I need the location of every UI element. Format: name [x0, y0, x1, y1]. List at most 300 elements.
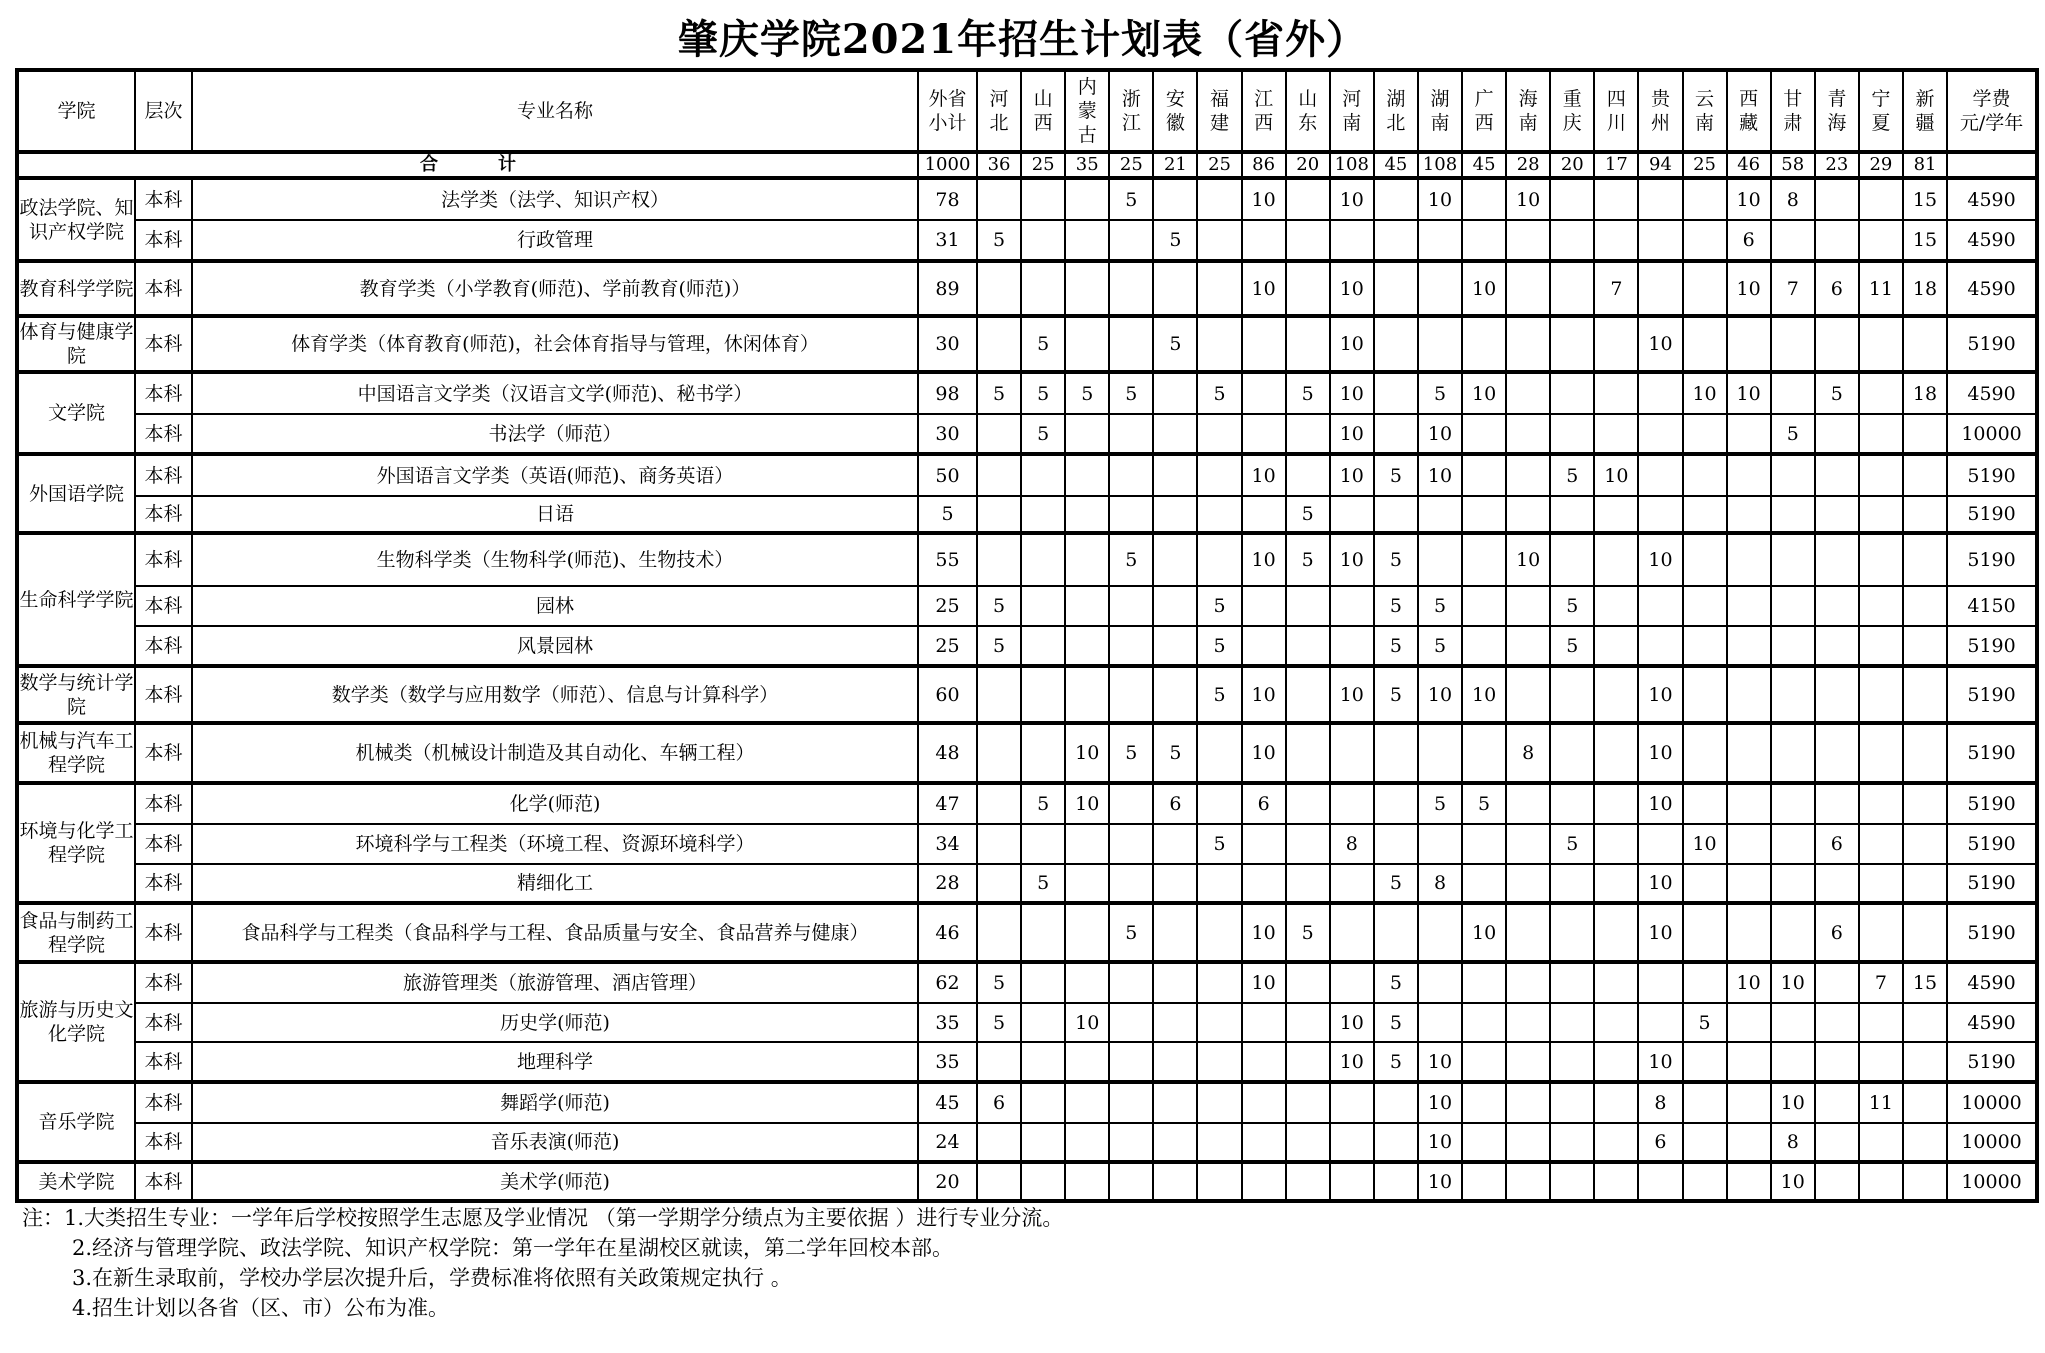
province-quota: [1815, 414, 1859, 454]
degree-level: 本科: [135, 1003, 192, 1042]
header-province-char: 西: [1033, 112, 1053, 134]
tuition-fee: 5190: [1947, 864, 2037, 903]
province-quota: 6: [1815, 903, 1859, 962]
table-row: [17, 261, 2037, 316]
major-name: 体育学类（体育教育(师范)，社会体育指导与管理，休闲体育）: [192, 316, 918, 372]
province-quota: 10: [1638, 723, 1682, 783]
province-quota: [1109, 1123, 1153, 1162]
province-quota: [977, 666, 1021, 723]
province-quota: [1727, 783, 1771, 824]
table-row: [17, 454, 2037, 496]
province-quota: [1683, 1123, 1727, 1162]
total-label: 合计: [17, 152, 918, 178]
province-quota: [1153, 454, 1197, 496]
province-quota: 10: [1242, 723, 1286, 783]
degree-level: 本科: [135, 586, 192, 626]
province-quota: [1242, 1123, 1286, 1162]
province-quota: [1638, 824, 1682, 864]
subtotal-value: 28: [918, 864, 977, 903]
province-quota: [1153, 261, 1197, 316]
province-quota: 10: [1462, 372, 1506, 414]
province-quota: [977, 496, 1021, 533]
province-quota: [977, 723, 1021, 783]
province-quota: [1727, 1123, 1771, 1162]
province-quota: 5: [1286, 533, 1330, 586]
province-quota: [1903, 1082, 1947, 1123]
province-quota: [1550, 864, 1594, 903]
province-quota: [1550, 723, 1594, 783]
subtotal-value: 60: [918, 666, 977, 723]
province-quota: 10: [1330, 261, 1374, 316]
header-province-char: 福: [1210, 88, 1230, 110]
province-quota: [1859, 220, 1903, 261]
header-province-char: 徽: [1165, 112, 1185, 134]
header-province-char: 东: [1298, 112, 1318, 134]
province-quota: [1815, 1123, 1859, 1162]
province-quota: 5: [1109, 723, 1153, 783]
province-quota: 10: [1065, 1003, 1109, 1042]
province-quota: [1065, 220, 1109, 261]
subtotal-value: 48: [918, 723, 977, 783]
province-quota: [1242, 1042, 1286, 1082]
province-quota: 10: [1727, 261, 1771, 316]
province-quota: [1330, 864, 1374, 903]
table-row: [17, 1082, 2037, 1123]
province-quota: [1153, 533, 1197, 586]
province-quota: [1065, 666, 1109, 723]
province-quota: [1286, 1082, 1330, 1123]
subtotal-value: 30: [918, 414, 977, 454]
province-quota: [1286, 824, 1330, 864]
degree-level: 本科: [135, 723, 192, 783]
province-quota: [1197, 178, 1241, 220]
province-quota: [1462, 1082, 1506, 1123]
province-quota: [1330, 220, 1374, 261]
province-quota: [1462, 178, 1506, 220]
table-row: [17, 586, 2037, 626]
province-quota: [1418, 316, 1462, 372]
province-quota: [1594, 372, 1638, 414]
province-quota: 5: [1683, 1003, 1727, 1042]
header-province-char: 蒙: [1077, 100, 1097, 122]
province-quota: [1727, 1162, 1771, 1201]
province-quota: [1330, 962, 1374, 1003]
table-row: [17, 783, 2037, 824]
header-province: [1197, 70, 1241, 152]
province-quota: [1683, 261, 1727, 316]
province-quota: [1418, 220, 1462, 261]
province-quota: 5: [1418, 783, 1462, 824]
province-quota: 5: [1374, 586, 1418, 626]
province-quota: 5: [1109, 533, 1153, 586]
province-quota: [1550, 1003, 1594, 1042]
province-quota: [1242, 414, 1286, 454]
province-quota: [1903, 626, 1947, 666]
province-quota: 7: [1771, 261, 1815, 316]
province-quota: [1683, 414, 1727, 454]
province-quota: [1021, 1042, 1065, 1082]
table-row: [17, 723, 2037, 783]
major-name: 旅游管理类（旅游管理、酒店管理）: [192, 962, 918, 1003]
province-quota: 5: [1374, 454, 1418, 496]
province-quota: 10: [1462, 261, 1506, 316]
province-quota: [1374, 261, 1418, 316]
table-row: [17, 903, 2037, 962]
tuition-fee: 5190: [1947, 496, 2037, 533]
college-name: 外国语学院: [17, 454, 135, 533]
header-province-char: 州: [1650, 112, 1670, 134]
province-quota: 10: [1638, 533, 1682, 586]
province-quota: [1594, 626, 1638, 666]
header-province-char: 北: [1386, 112, 1406, 134]
province-quota: [1727, 824, 1771, 864]
province-quota: 5: [1771, 414, 1815, 454]
province-quota: [1771, 372, 1815, 414]
province-quota: 10: [1727, 178, 1771, 220]
province-quota: 8: [1638, 1082, 1682, 1123]
province-quota: 10: [1506, 178, 1550, 220]
province-quota: [1197, 1123, 1241, 1162]
province-quota: [1594, 496, 1638, 533]
province-quota: 18: [1903, 372, 1947, 414]
province-quota: [1683, 586, 1727, 626]
degree-level: 本科: [135, 783, 192, 824]
province-quota: [1859, 1042, 1903, 1082]
header-province-char: 贵: [1650, 88, 1670, 110]
province-quota: [1815, 864, 1859, 903]
province-quota: [1153, 1003, 1197, 1042]
total-province-value: 36: [977, 152, 1021, 178]
province-quota: [1242, 1162, 1286, 1201]
college-name: 环境与化学工程学院: [17, 783, 135, 903]
province-quota: [1506, 454, 1550, 496]
province-quota: [1815, 666, 1859, 723]
province-quota: [1374, 1082, 1418, 1123]
tuition-fee: 5190: [1947, 666, 2037, 723]
header-province-char: 江: [1121, 112, 1141, 134]
province-quota: [1462, 1162, 1506, 1201]
province-quota: 10: [1418, 454, 1462, 496]
province-quota: [1330, 1123, 1374, 1162]
province-quota: 5: [1462, 783, 1506, 824]
province-quota: [1683, 783, 1727, 824]
province-quota: [1286, 316, 1330, 372]
province-quota: [1021, 723, 1065, 783]
province-quota: [1550, 1082, 1594, 1123]
province-quota: [1771, 1042, 1815, 1082]
province-quota: 10: [1506, 533, 1550, 586]
province-quota: [1330, 586, 1374, 626]
header-province: [1859, 70, 1903, 152]
province-quota: [1065, 962, 1109, 1003]
college-name: 文学院: [17, 372, 135, 454]
province-quota: 10: [1462, 903, 1506, 962]
province-quota: 10: [1683, 372, 1727, 414]
header-province-char: 庆: [1562, 112, 1582, 134]
province-quota: [977, 414, 1021, 454]
province-quota: [1859, 723, 1903, 783]
table-header-row: [17, 70, 2037, 152]
province-quota: [1065, 316, 1109, 372]
total-province-value: 45: [1462, 152, 1506, 178]
province-quota: [977, 178, 1021, 220]
province-quota: 5: [1374, 626, 1418, 666]
province-quota: [1506, 1162, 1550, 1201]
province-quota: [1638, 178, 1682, 220]
table-row: [17, 220, 2037, 261]
province-quota: 5: [977, 626, 1021, 666]
province-quota: [1903, 864, 1947, 903]
province-quota: [1815, 1162, 1859, 1201]
header-province-char: 南: [1342, 112, 1362, 134]
province-quota: [977, 261, 1021, 316]
tuition-fee: 10000: [1947, 1162, 2037, 1201]
province-quota: [1683, 454, 1727, 496]
province-quota: 10: [1727, 962, 1771, 1003]
province-quota: [1771, 666, 1815, 723]
header-province-char: 建: [1210, 112, 1230, 134]
province-quota: [1903, 586, 1947, 626]
header-province-char: 新: [1915, 88, 1935, 110]
province-quota: [1374, 903, 1418, 962]
province-quota: [1065, 903, 1109, 962]
header-province-char: 河: [989, 88, 1009, 110]
province-quota: 5: [1021, 316, 1065, 372]
province-quota: [1418, 824, 1462, 864]
province-quota: [1153, 372, 1197, 414]
province-quota: [1550, 372, 1594, 414]
province-quota: [1197, 454, 1241, 496]
province-quota: [1065, 533, 1109, 586]
subtotal-value: 55: [918, 533, 977, 586]
province-quota: [977, 316, 1021, 372]
province-quota: 10: [1330, 454, 1374, 496]
total-province-value: 28: [1506, 152, 1550, 178]
province-quota: [1859, 178, 1903, 220]
province-quota: [1153, 1162, 1197, 1201]
header-province: [1153, 70, 1197, 152]
subtotal-value: 50: [918, 454, 977, 496]
header-province-char: 南: [1430, 112, 1450, 134]
province-quota: 10: [1418, 1042, 1462, 1082]
table-row: [17, 496, 2037, 533]
province-quota: [1153, 1082, 1197, 1123]
province-quota: 5: [1550, 824, 1594, 864]
province-quota: 6: [1815, 824, 1859, 864]
college-name: 机械与汽车工程学院: [17, 723, 135, 783]
header-province: [1021, 70, 1065, 152]
province-quota: [1638, 962, 1682, 1003]
province-quota: [1374, 1162, 1418, 1201]
province-quota: 5: [977, 220, 1021, 261]
province-quota: [1286, 1162, 1330, 1201]
province-quota: 6: [1727, 220, 1771, 261]
province-quota: [1418, 261, 1462, 316]
province-quota: 5: [1286, 903, 1330, 962]
province-quota: [1683, 1082, 1727, 1123]
document-title: 肇庆学院2021年招生计划表（省外）: [677, 16, 1368, 63]
table-row: [17, 372, 2037, 414]
province-quota: [1683, 723, 1727, 783]
province-quota: [1374, 178, 1418, 220]
header-province: [1683, 70, 1727, 152]
province-quota: [1330, 903, 1374, 962]
tuition-fee: 4590: [1947, 1003, 2037, 1042]
province-quota: 10: [1242, 962, 1286, 1003]
province-quota: [1109, 626, 1153, 666]
province-quota: [1815, 1042, 1859, 1082]
subtotal-value: 62: [918, 962, 977, 1003]
province-quota: [1638, 372, 1682, 414]
province-quota: [1903, 824, 1947, 864]
province-quota: [1374, 496, 1418, 533]
province-quota: 5: [1374, 1042, 1418, 1082]
province-quota: [1727, 666, 1771, 723]
degree-level: 本科: [135, 220, 192, 261]
province-quota: [1286, 666, 1330, 723]
tuition-fee: 4150: [1947, 586, 2037, 626]
province-quota: [1506, 783, 1550, 824]
province-quota: [1815, 1082, 1859, 1123]
college-name: 音乐学院: [17, 1082, 135, 1162]
degree-level: 本科: [135, 372, 192, 414]
province-quota: [1727, 586, 1771, 626]
tuition-fee: 4590: [1947, 962, 2037, 1003]
degree-level: 本科: [135, 414, 192, 454]
province-quota: [1153, 496, 1197, 533]
header-fee-line: 学费: [1972, 88, 2011, 110]
province-quota: [1550, 783, 1594, 824]
province-quota: 18: [1903, 261, 1947, 316]
province-quota: [1594, 824, 1638, 864]
province-quota: [1771, 496, 1815, 533]
province-quota: 10: [1771, 1162, 1815, 1201]
province-quota: [1197, 220, 1241, 261]
province-quota: [1462, 1003, 1506, 1042]
province-quota: [1286, 586, 1330, 626]
header-province-char: 海: [1827, 112, 1847, 134]
province-quota: [1374, 783, 1418, 824]
province-quota: 10: [1242, 533, 1286, 586]
header-province: [1594, 70, 1638, 152]
province-quota: [1197, 496, 1241, 533]
province-quota: [1418, 903, 1462, 962]
province-quota: [1462, 454, 1506, 496]
table-row: [17, 824, 2037, 864]
province-quota: 10: [1418, 178, 1462, 220]
province-quota: [977, 824, 1021, 864]
province-quota: [1021, 586, 1065, 626]
province-quota: [977, 903, 1021, 962]
header-province-char: 安: [1165, 88, 1185, 110]
province-quota: [1859, 454, 1903, 496]
province-quota: [1727, 1003, 1771, 1042]
degree-level: 本科: [135, 178, 192, 220]
province-quota: [1771, 586, 1815, 626]
province-quota: [1683, 864, 1727, 903]
province-quota: [1859, 316, 1903, 372]
major-name: 日语: [192, 496, 918, 533]
province-quota: [1374, 414, 1418, 454]
header-province: [1330, 70, 1374, 152]
province-quota: [1153, 1042, 1197, 1082]
province-quota: [1021, 533, 1065, 586]
province-quota: [1506, 1082, 1550, 1123]
province-quota: 5: [977, 1003, 1021, 1042]
province-quota: [1550, 666, 1594, 723]
province-quota: [1903, 1162, 1947, 1201]
province-quota: [1594, 533, 1638, 586]
province-quota: [1638, 414, 1682, 454]
subtotal-value: 35: [918, 1003, 977, 1042]
notes: [22, 1203, 1063, 1323]
province-quota: 6: [1153, 783, 1197, 824]
province-quota: [1065, 864, 1109, 903]
province-quota: [1506, 626, 1550, 666]
province-quota: 5: [1153, 723, 1197, 783]
province-quota: 10: [1638, 1042, 1682, 1082]
province-quota: 10: [1242, 454, 1286, 496]
province-quota: 10: [1330, 1042, 1374, 1082]
province-quota: 10: [1638, 864, 1682, 903]
province-quota: [1242, 824, 1286, 864]
province-quota: [1197, 1082, 1241, 1123]
subtotal-value: 35: [918, 1042, 977, 1082]
province-quota: [1506, 962, 1550, 1003]
province-quota: 5: [1418, 372, 1462, 414]
header-province-char: 肃: [1783, 112, 1803, 134]
table-row: [17, 1123, 2037, 1162]
enrollment-plan-table: [15, 68, 2039, 1203]
province-quota: [977, 1123, 1021, 1162]
province-quota: [1197, 723, 1241, 783]
province-quota: 5: [1065, 372, 1109, 414]
header-province-char: 云: [1695, 88, 1715, 110]
header-province-char: 南: [1695, 112, 1715, 134]
header-province-char: 藏: [1739, 112, 1759, 134]
subtotal-value: 47: [918, 783, 977, 824]
province-quota: [1153, 666, 1197, 723]
province-quota: [977, 1162, 1021, 1201]
province-quota: [1286, 220, 1330, 261]
province-quota: [1771, 864, 1815, 903]
province-quota: 6: [1815, 261, 1859, 316]
major-name: 化学(师范): [192, 783, 918, 824]
province-quota: [1727, 316, 1771, 372]
province-quota: [1638, 626, 1682, 666]
province-quota: [1286, 962, 1330, 1003]
degree-level: 本科: [135, 824, 192, 864]
province-quota: 5: [1153, 316, 1197, 372]
province-quota: 10: [1242, 903, 1286, 962]
province-quota: [1286, 414, 1330, 454]
province-quota: [1550, 496, 1594, 533]
province-quota: [1727, 723, 1771, 783]
province-quota: 10: [1771, 1082, 1815, 1123]
province-quota: [1109, 824, 1153, 864]
province-quota: 11: [1859, 261, 1903, 316]
province-quota: [1109, 220, 1153, 261]
tuition-fee: 5190: [1947, 626, 2037, 666]
total-province-value: 17: [1594, 152, 1638, 178]
header-province: [1815, 70, 1859, 152]
province-quota: [1286, 864, 1330, 903]
province-quota: [1683, 626, 1727, 666]
province-quota: [1903, 783, 1947, 824]
province-quota: [1462, 316, 1506, 372]
province-quota: [1286, 454, 1330, 496]
college-name: 食品与制药工程学院: [17, 903, 135, 962]
